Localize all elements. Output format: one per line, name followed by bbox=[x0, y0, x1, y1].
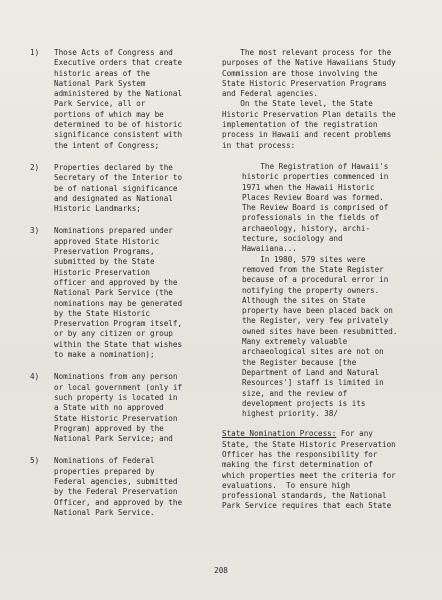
section-heading: State Nomination Process: bbox=[222, 429, 337, 439]
list-item bbox=[30, 226, 215, 360]
list-item-number: 2) bbox=[30, 162, 40, 172]
list-item bbox=[30, 456, 215, 518]
list-item-text: Nominations from any person or local government (only if such property is located in a State with no approved State Historic Preservation Program) approved by the National Park Service; and bbox=[54, 372, 183, 444]
list-item bbox=[30, 163, 215, 214]
list-item-text: Nominations of Federal properties prepared by Federal agencies, submitted by the Federal Preservation Officer, and approved by the National Park Service. bbox=[54, 456, 183, 517]
list-item-number: 3) bbox=[30, 226, 40, 236]
list-item-text: Properties declared by the Secretary of the Interior to be of national significance and designated as National Historic Landmarks; bbox=[54, 162, 183, 214]
list-item-number: 1) bbox=[30, 48, 40, 57]
right-column bbox=[222, 48, 422, 523]
block-quote: The Registration of Hawaii's historic properties commenced in 1971 when the Hawaii Historic Places Review Board was formed. The Review Board is comprised of professionals in the fields of archaeology, history, archi- tecture, sociology and Hawaiiana... In 1980, 579 sites were removed from the State Register because of a procedural error in notifying the property owners. Although the sites on State property have been placed back on the Register, very few privately owned sites have been resubmitted. Many extremely valuable archaeological sites are not on the Register because [the Department of Land and Natural Resources'] staff is limited in size, and the review of development projects is its highest priority. 38/ bbox=[242, 161, 398, 419]
closing-text: For any State, the State Historic Preservation Officer has the responsibility for making the first determination of which properties meet the criteria for evaluations. To ensure high professional standards, the National Park Service requires that each State bbox=[222, 429, 396, 511]
closing-paragraph bbox=[222, 429, 422, 511]
list-item-number: 4) bbox=[30, 372, 40, 382]
list-item bbox=[30, 48, 215, 151]
list-item-text: Those Acts of Congress and Executive orders that create historic areas of the National Park System administered by the National Park Service, all or portions of which may be determined to be of historic significance consistent with the intent of Congress; bbox=[54, 48, 183, 150]
list-item-number: 5) bbox=[30, 456, 40, 466]
list-item bbox=[30, 372, 215, 444]
page-number: 208 bbox=[214, 566, 228, 575]
intro-paragraph: The most relevant process for the purposes of the Native Hawaiians Study Commission are those involving the State Historic Preservation Programs and Federal agencies. On the State level, the State Historic Preservation Plan details the implementation of the registration process in Hawaii and recent problems in that process: bbox=[222, 48, 396, 150]
list-item-text: Nominations prepared under approved State Historic Preservation Programs, submitted by the State Historic Preservation officer and approved by the National Park Service (the nominations may be generated by the State Historic Preservation Program itself, or by any citizen or group within the State that wishes to make a nomination); bbox=[54, 226, 183, 360]
left-column bbox=[30, 48, 215, 530]
